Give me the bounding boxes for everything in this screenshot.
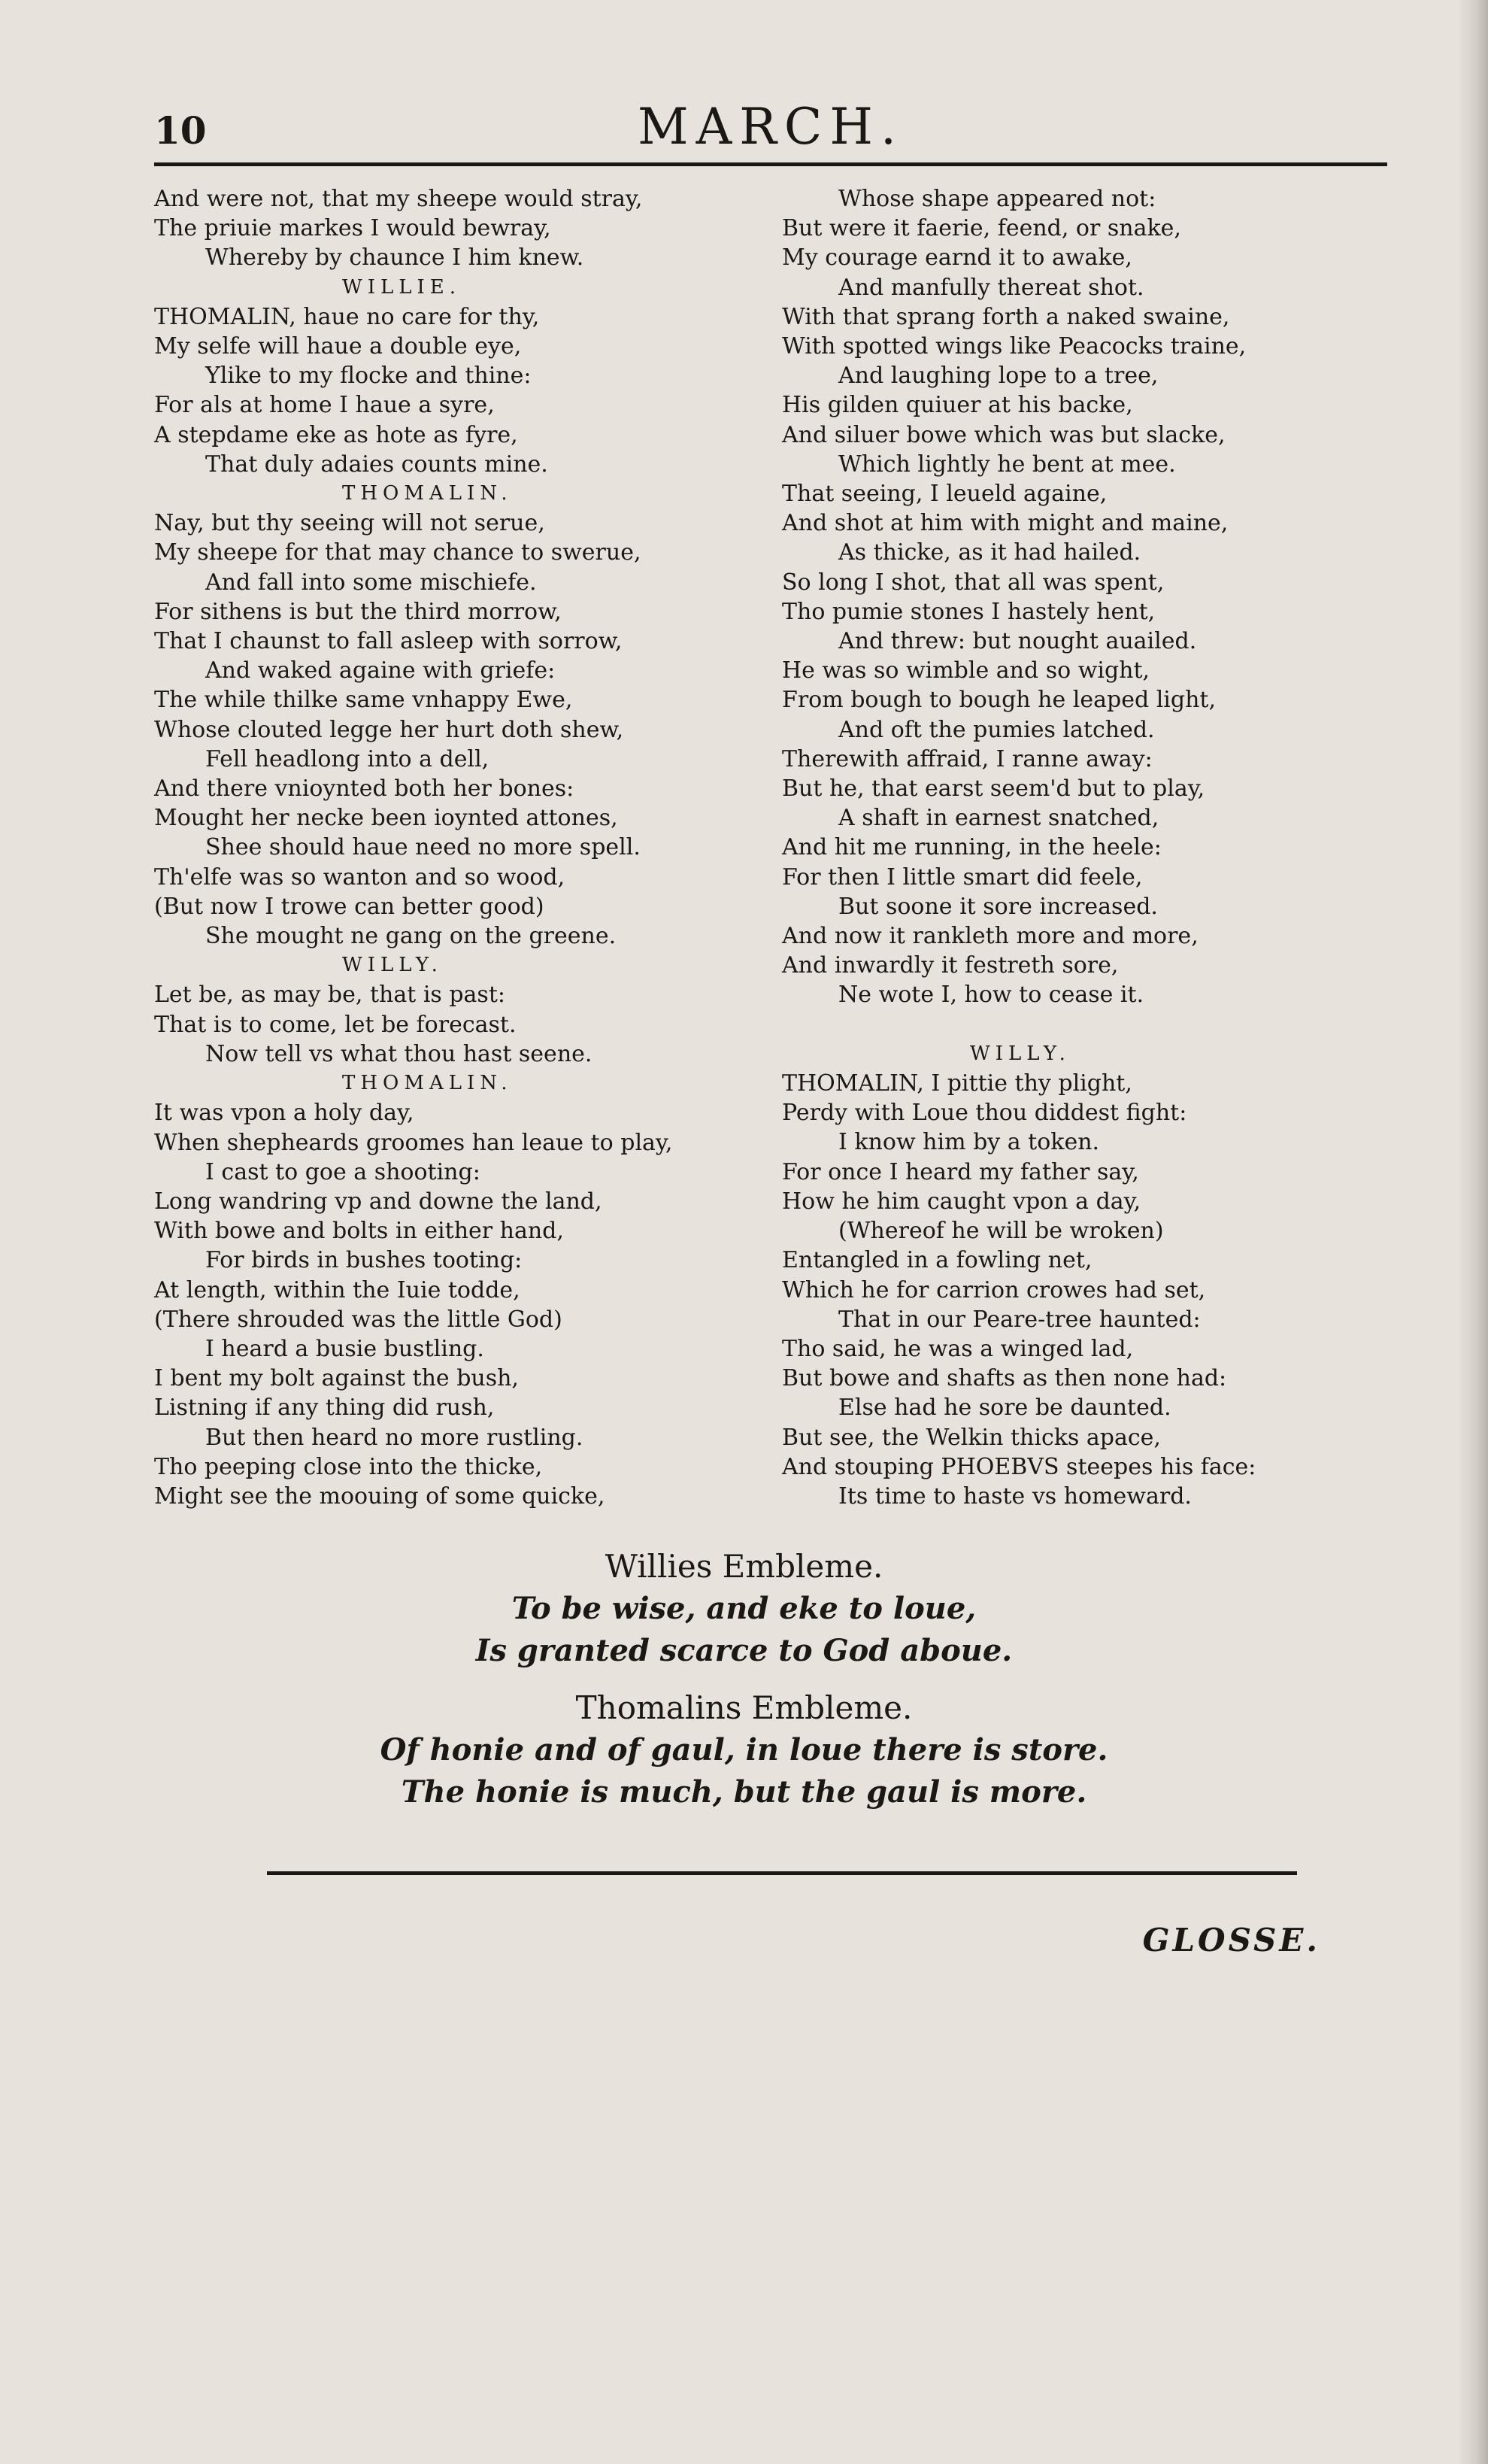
thomalin-emblem-title: Thomalins Embleme. [575, 1689, 913, 1726]
verse-line: Nay, but thy seeing will not serue, [154, 510, 545, 537]
speaker-label: WILLIE. [342, 275, 462, 299]
verse-line: And hit me running, in the heele: [782, 834, 1162, 861]
verse-line: Listning if any thing did rush, [154, 1394, 495, 1422]
thomalin-emblem-line: The honie is much, but the gaul is more. [401, 1774, 1087, 1810]
verse-line: And there vnioynted both her bones: [154, 775, 574, 803]
verse-line: THOMALIN, haue no care for thy, [154, 303, 540, 330]
verse-line: For sithens is but the third morrow, [154, 598, 562, 625]
verse-line: Which lightly he bent at mee. [838, 451, 1176, 478]
verse-line: When shepheards groomes han leaue to play, [154, 1129, 673, 1156]
verse-line: And inwardly it festreth sore, [782, 952, 1119, 979]
verse-line: And stouping PHOEBVS steepes his face: [782, 1453, 1256, 1480]
willie-emblem-line: To be wise, and eke to loue, [511, 1591, 977, 1626]
verse-line: I bent my bolt against the bush, [154, 1365, 519, 1392]
verse-line: For once I heard my father say, [782, 1158, 1139, 1185]
verse-line: He was so wimble and so wight, [782, 657, 1150, 684]
verse-line: But then heard no more rustling. [205, 1424, 583, 1451]
verse-line: That is to come, let be forecast. [154, 1011, 517, 1038]
verse-line: But were it faerie, feend, or snake, [782, 215, 1181, 242]
verse-line: And fall into some mischiefe. [205, 569, 537, 596]
verse-line: It was vpon a holy day, [154, 1100, 414, 1127]
verse-line: My selfe will haue a double eye, [154, 333, 522, 360]
verse-line: Shee should haue need no more spell. [205, 834, 641, 861]
verse-line: Might see the moouing of some quicke, [154, 1482, 605, 1510]
verse-line: As thicke, as it had hailed. [838, 539, 1141, 566]
verse-line: But he, that earst seem'd but to play, [782, 775, 1205, 803]
catchword: GLOSSE. [1142, 1922, 1320, 1959]
verse-line: But see, the Welkin thicks apace, [782, 1424, 1161, 1451]
verse-line: And laughing lope to a tree, [838, 363, 1159, 390]
verse-line: Ylike to my flocke and thine: [205, 363, 532, 390]
verse-line: Which he for carrion crowes had set, [782, 1276, 1206, 1303]
verse-line: (Whereof he will be wroken) [838, 1218, 1164, 1245]
thomalin-emblem-line: Of honie and of gaul, in loue there is store. [380, 1732, 1108, 1768]
verse-line: How he him caught vpon a day, [782, 1188, 1141, 1215]
verse-line: That I chaunst to fall asleep with sorrow, [154, 628, 623, 655]
verse-line: Ne wote I, how to cease it. [838, 982, 1144, 1009]
speaker-label: WILLY. [342, 954, 443, 977]
verse-line: That seeing, I leueld againe, [782, 481, 1108, 508]
verse-line: Tho said, he was a winged lad, [782, 1335, 1134, 1362]
verse-line: My sheepe for that may chance to swerue, [154, 539, 641, 566]
verse-line: Tho peeping close into the thicke, [154, 1453, 543, 1480]
verse-line: But bowe and shafts as then none had: [782, 1365, 1227, 1392]
verse-line: Whose clouted legge her hurt doth shew, [154, 716, 624, 743]
verse-line: For birds in bushes tooting: [205, 1247, 523, 1274]
page-edge-shadow [1458, 0, 1488, 2464]
verse-line: For als at home I haue a syre, [154, 392, 495, 419]
verse-line: Else had he sore be daunted. [838, 1394, 1171, 1422]
verse-line: Therewith affraid, I ranne away: [782, 745, 1153, 772]
verse-line: Entangled in a fowling net, [782, 1247, 1093, 1274]
verse-line: With bowe and bolts in either hand, [154, 1218, 564, 1245]
verse-line: A stepdame eke as hote as fyre, [154, 421, 518, 448]
running-title: MARCH. [638, 98, 904, 156]
verse-line: With spotted wings like Peacocks traine, [782, 333, 1247, 360]
verse-line: From bough to bough he leaped light, [782, 687, 1217, 714]
verse-line: But soone it sore increased. [838, 893, 1158, 920]
stanza-gap [782, 1010, 1414, 1039]
verse-line: That in our Peare-tree haunted: [838, 1306, 1201, 1333]
footer-rule [267, 1871, 1297, 1875]
verse-line: (But now I trowe can better good) [154, 893, 544, 920]
verse-line: With that sprang forth a naked swaine, [782, 303, 1230, 330]
verse-line: The while thilke same vnhappy Ewe, [154, 687, 573, 714]
left-column [154, 184, 786, 1511]
verse-line: That duly adaies counts mine. [205, 451, 548, 478]
verse-line: And oft the pumies latched. [838, 716, 1155, 743]
verse-line: Now tell vs what thou hast seene. [205, 1040, 592, 1067]
verse-line: His gilden quiuer at his backe, [782, 392, 1133, 419]
speaker-label: THOMALIN. [342, 1072, 513, 1095]
verse-line: My courage earnd it to awake, [782, 244, 1132, 272]
speaker-label: WILLY. [970, 1042, 1071, 1065]
verse-line: THOMALIN, I pittie thy plight, [782, 1070, 1132, 1097]
willie-emblem-line: Is granted scarce to God aboue. [475, 1633, 1013, 1668]
verse-line: Fell headlong into a dell, [205, 745, 489, 772]
emblems-block [0, 1546, 1488, 1813]
verse-line: And threw: but nought auailed. [838, 628, 1197, 655]
verse-line: And were not, that my sheepe would stray, [154, 186, 643, 212]
verse-line: The priuie markes I would bewray, [154, 215, 551, 242]
verse-line: Its time to haste vs homeward. [838, 1482, 1192, 1510]
verse-line: I heard a busie bustling. [205, 1335, 484, 1362]
verse-line: A shaft in earnest snatched, [838, 805, 1159, 832]
speaker-label: THOMALIN. [342, 482, 513, 505]
verse-line: So long I shot, that all was spent, [782, 569, 1165, 596]
verse-line: Mought her necke been ioynted attones, [154, 805, 618, 832]
right-column [782, 184, 1414, 1511]
header-rule [154, 162, 1387, 166]
verse-line: I know him by a token. [838, 1129, 1100, 1156]
verse-line: Th'elfe was so wanton and so wood, [154, 863, 565, 891]
verse-line: At length, within the Iuie todde, [154, 1276, 520, 1303]
verse-line: Long wandring vp and downe the land, [154, 1188, 602, 1215]
verse-line: Whose shape appeared not: [838, 186, 1156, 212]
page-header [154, 98, 1387, 165]
verse-line: And manfully thereat shot. [838, 274, 1144, 301]
verse-line: And shot at him with might and maine, [782, 510, 1229, 537]
verse-line: (There shrouded was the little God) [154, 1306, 562, 1333]
verse-line: And waked againe with griefe: [205, 657, 556, 684]
willie-emblem-title: Willies Embleme. [605, 1548, 883, 1585]
verse-line: Whereby by chaunce I him knew. [205, 244, 584, 272]
verse-line: Let be, as may be, that is past: [154, 982, 505, 1009]
verse-line: She mought ne gang on the greene. [205, 923, 617, 950]
verse-line: Perdy with Loue thou diddest fight: [782, 1100, 1187, 1127]
page-number: 10 [154, 108, 207, 153]
verse-line: And siluer bowe which was but slacke, [782, 421, 1226, 448]
verse-line: For then I little smart did feele, [782, 863, 1143, 891]
verse-line: And now it rankleth more and more, [782, 923, 1199, 950]
verse-line: Tho pumie stones I hastely hent, [782, 598, 1156, 625]
verse-line: I cast to goe a shooting: [205, 1158, 480, 1185]
